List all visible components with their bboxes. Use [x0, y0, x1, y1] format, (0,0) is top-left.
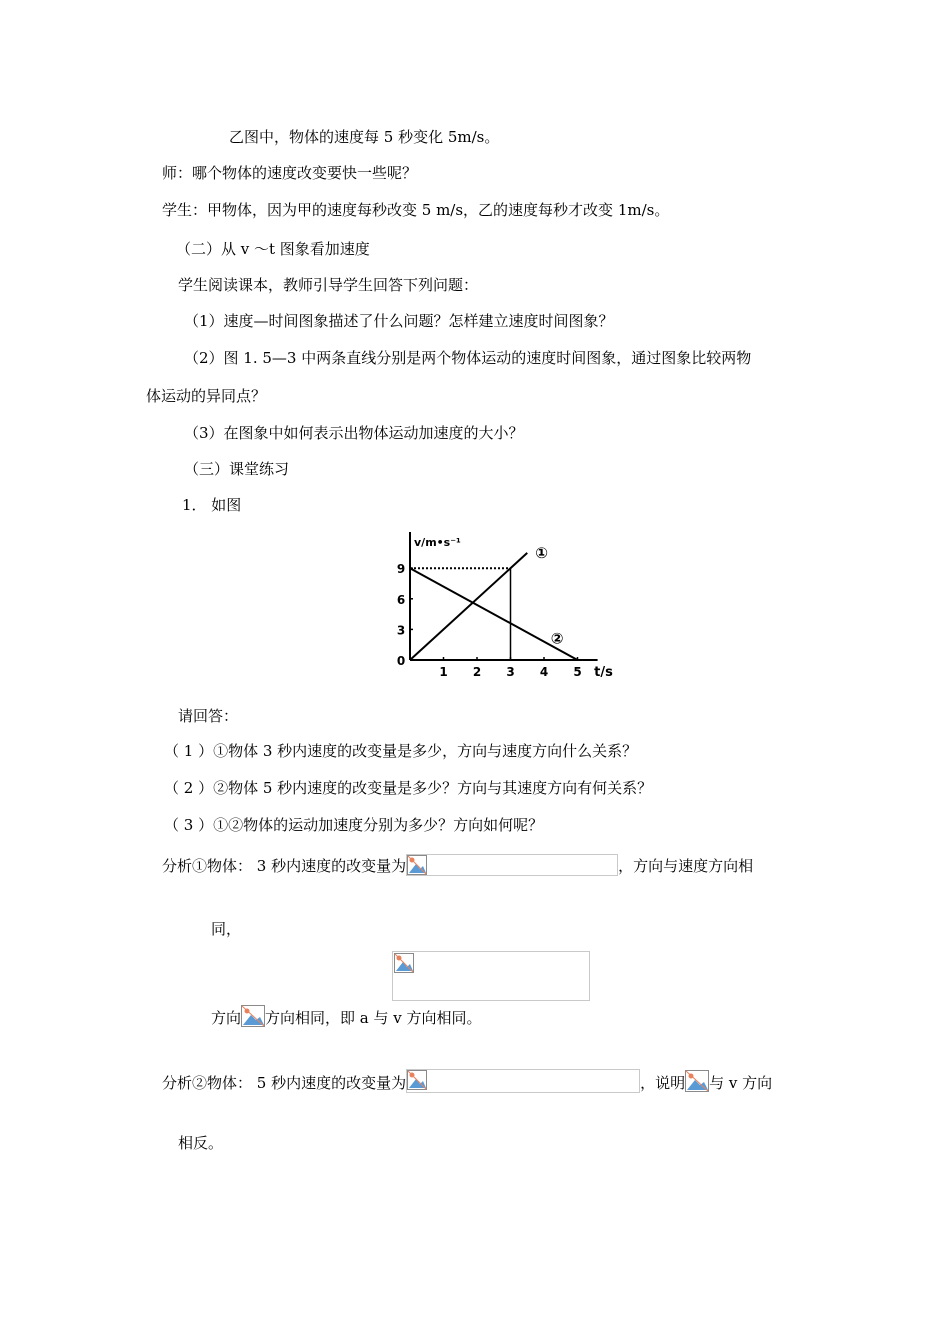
answer-text: 方向 — [211, 1009, 242, 1027]
formula-image — [406, 1069, 640, 1093]
x-tick-label: 1 — [439, 665, 448, 679]
answer-line — [162, 856, 753, 876]
question-line: （3）在图象中如何表示出物体运动加速度的大小？ — [184, 424, 524, 442]
text-line: 乙图中，物体的速度每 5 秒变化 5m/s。 — [229, 128, 500, 146]
formula-image — [406, 854, 618, 876]
section-heading: （三）课堂练习 — [184, 460, 290, 478]
answer-text: ，方向与速度方向相 — [618, 857, 754, 875]
text-line: 请回答： — [178, 707, 239, 725]
formula-image — [392, 951, 590, 1001]
answer-line — [162, 1073, 772, 1093]
text-line: 1． 如图 — [182, 496, 242, 514]
x-axis-label: t/s — [594, 665, 613, 680]
text-line: 学生：甲物体，因为甲的速度每秒改变 5 m/s，乙的速度每秒才改变 1m/s。 — [162, 201, 670, 219]
text-line: 师：哪个物体的速度改变要快一些呢？ — [162, 164, 418, 182]
answer-text: 方向相同，即 a 与 v 方向相同。 — [265, 1009, 482, 1027]
question-line: （2）图 1. 5—3 中两条直线分别是两个物体运动的速度时间图象，通过图象比较两物 — [184, 349, 752, 367]
answer-text: 分析①物体： 3 秒内速度的改变量为 — [162, 857, 407, 875]
broken-image-icon — [407, 855, 427, 875]
answer-text: 与 v 方向 — [709, 1074, 773, 1092]
broken-image-icon — [685, 1070, 709, 1092]
answer-line — [211, 1008, 482, 1028]
broken-image-icon — [407, 1070, 427, 1090]
x-tick-label: 3 — [506, 665, 515, 679]
series-label-1: ① — [535, 543, 548, 562]
broken-image-icon — [241, 1005, 265, 1027]
y-tick-label: 6 — [396, 592, 406, 607]
velocity-time-chart — [388, 528, 613, 686]
y-axis-label: v/m•s⁻¹ — [414, 536, 461, 549]
answer-text: ，说明 — [640, 1074, 686, 1092]
x-tick-label: 4 — [539, 665, 549, 679]
y-tick-label: 3 — [396, 623, 406, 638]
y-tick-label: 9 — [396, 562, 406, 577]
question-line: （1）速度—时间图象描述了什么问题？怎样建立速度时间图象？ — [184, 312, 614, 330]
series-label-2: ② — [550, 629, 564, 648]
x-tick-label: 2 — [472, 665, 482, 679]
text-line: 学生阅读课本，教师引导学生回答下列问题： — [178, 276, 479, 294]
y-tick-label: 0 — [396, 654, 406, 668]
question-line: （ 2 ）②物体 5 秒内速度的改变量是多少？方向与其速度方向有何关系？ — [164, 779, 653, 797]
broken-image-icon — [394, 953, 414, 973]
question-line: （ 1 ）①物体 3 秒内速度的改变量是多少，方向与速度方向什么关系？ — [164, 742, 638, 760]
answer-line: 相反。 — [178, 1134, 224, 1152]
question-line: 体运动的异同点？ — [146, 387, 267, 405]
section-heading: （二）从 v ～t 图象看加速度 — [176, 240, 370, 258]
question-line: （ 3 ）①②物体的运动加速度分别为多少？方向如何呢？ — [164, 816, 544, 834]
answer-line: 同， — [211, 920, 242, 938]
answer-text: 分析②物体： 5 秒内速度的改变量为 — [162, 1074, 407, 1092]
x-tick-label: 5 — [573, 665, 582, 679]
